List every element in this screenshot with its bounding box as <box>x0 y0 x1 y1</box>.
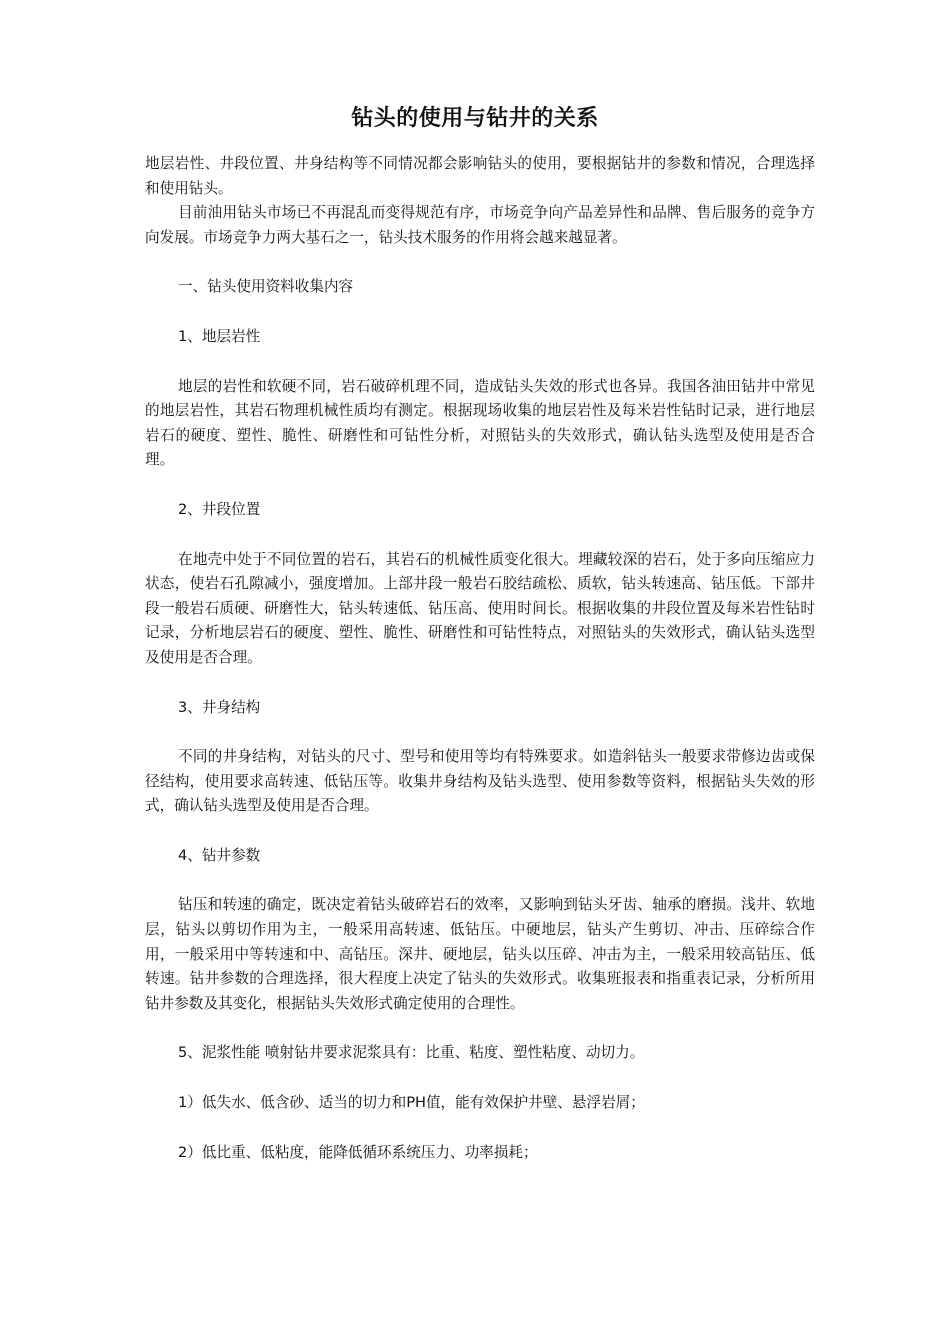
subsection-heading-mud: 5、泥浆性能 喷射钻井要求泥浆具有：比重、粘度、塑性粘度、动切力。 <box>178 1044 645 1062</box>
formation-paragraph: 地层的岩性和软硬不同，岩石破碎机理不同，造成钻头失效的形式也各异。我国各油田钻井中常见的地层岩性，其岩石物理机械性质均有测定。根据现场收集的地层岩性及每米岩性钻时记录，进行地层岩石的硬度、塑性、脆性、研磨性和可钻性分析，对照钻头的失效形式，确认钻头选型及使用是否合理。 <box>145 377 815 469</box>
subsection-heading-drilling-params: 4、钻井参数 <box>178 846 261 864</box>
drilling-params-paragraph: 钻压和转速的确定，既决定着钻头破碎岩石的效率，又影响到钻头牙齿、轴承的磨损。浅井、软地层，钻头以剪切作用为主，一般采用高转速、低钻压。中硬地层，钻头产生剪切、冲击、压碎综合作用，一般采用中等转速和中、高钻压。深井、硬地层，钻头以压碎、冲击为主，一般采用较高钻压、低转速。钻井参数的合理选择，很大程度上决定了钻头的失效形式。收集班报表和指重表记录，分析所用钻井参数及其变化，根据钻头失效形式确定使用的合理性。 <box>145 896 815 1012</box>
market-paragraph: 目前油用钻头市场已不再混乱而变得规范有序，市场竞争向产品差异性和品牌、售后服务的竞争方向发展。市场竞争力两大基石之一，钻头技术服务的作用将会越来越显著。 <box>145 204 815 246</box>
spacer <box>145 720 815 745</box>
spacer <box>145 250 815 275</box>
subsection-heading-well-section: 2、井段位置 <box>178 500 261 518</box>
spacer <box>145 523 815 548</box>
document-body <box>145 152 815 1165</box>
spacer <box>145 868 815 893</box>
spacer <box>145 300 815 325</box>
list-item: 2）低比重、低粘度，能降低循环系统压力、功率损耗； <box>178 1143 538 1161</box>
spacer <box>145 1016 815 1041</box>
document-title: 钻头的使用与钻井的关系 <box>351 106 599 131</box>
spacer <box>145 473 815 498</box>
section-heading: 一、钻头使用资料收集内容 <box>178 278 354 296</box>
intro-paragraph: 地层岩性、井段位置、井身结构等不同情况都会影响钻头的使用，要根据钻井的参数和情况，合理选择和使用钻头。 <box>145 155 815 197</box>
spacer <box>145 350 815 375</box>
subsection-heading-formation: 1、地层岩性 <box>178 327 261 345</box>
list-item: 1）低失水、低含砂、适当的切力和PH值，能有效保护井壁、悬浮岩屑； <box>178 1094 645 1112</box>
spacer <box>145 671 815 696</box>
well-structure-paragraph: 不同的井身结构，对钻头的尺寸、型号和使用等均有特殊要求。如造斜钻头一般要求带修边齿或保径结构，使用要求高转速、低钻压等。收集井身结构及钻头选型、使用参数等资料，根据钻头失效的形式，确认钻头选型及使用是否合理。 <box>145 748 815 815</box>
spacer <box>145 1066 815 1091</box>
well-section-paragraph: 在地壳中处于不同位置的岩石，其岩石的机械性质变化很大。埋藏较深的岩石，处于多向压缩应力状态，使岩石孔隙减小，强度增加。上部井段一般岩石胶结疏松、质软，钻头转速高、钻压低。下部井段一般岩石质硬、研磨性大，钻头转速低、钻压高、使用时间长。根据收集的井段位置及每米岩性钻时记录，分析地层岩石的硬度、塑性、脆性、研磨性和可钻性特点，对照钻头的失效形式，确认钻头选型及使用是否合理。 <box>145 550 815 666</box>
spacer <box>145 1116 815 1141</box>
subsection-heading-well-structure: 3、井身结构 <box>178 698 261 716</box>
spacer <box>145 819 815 844</box>
